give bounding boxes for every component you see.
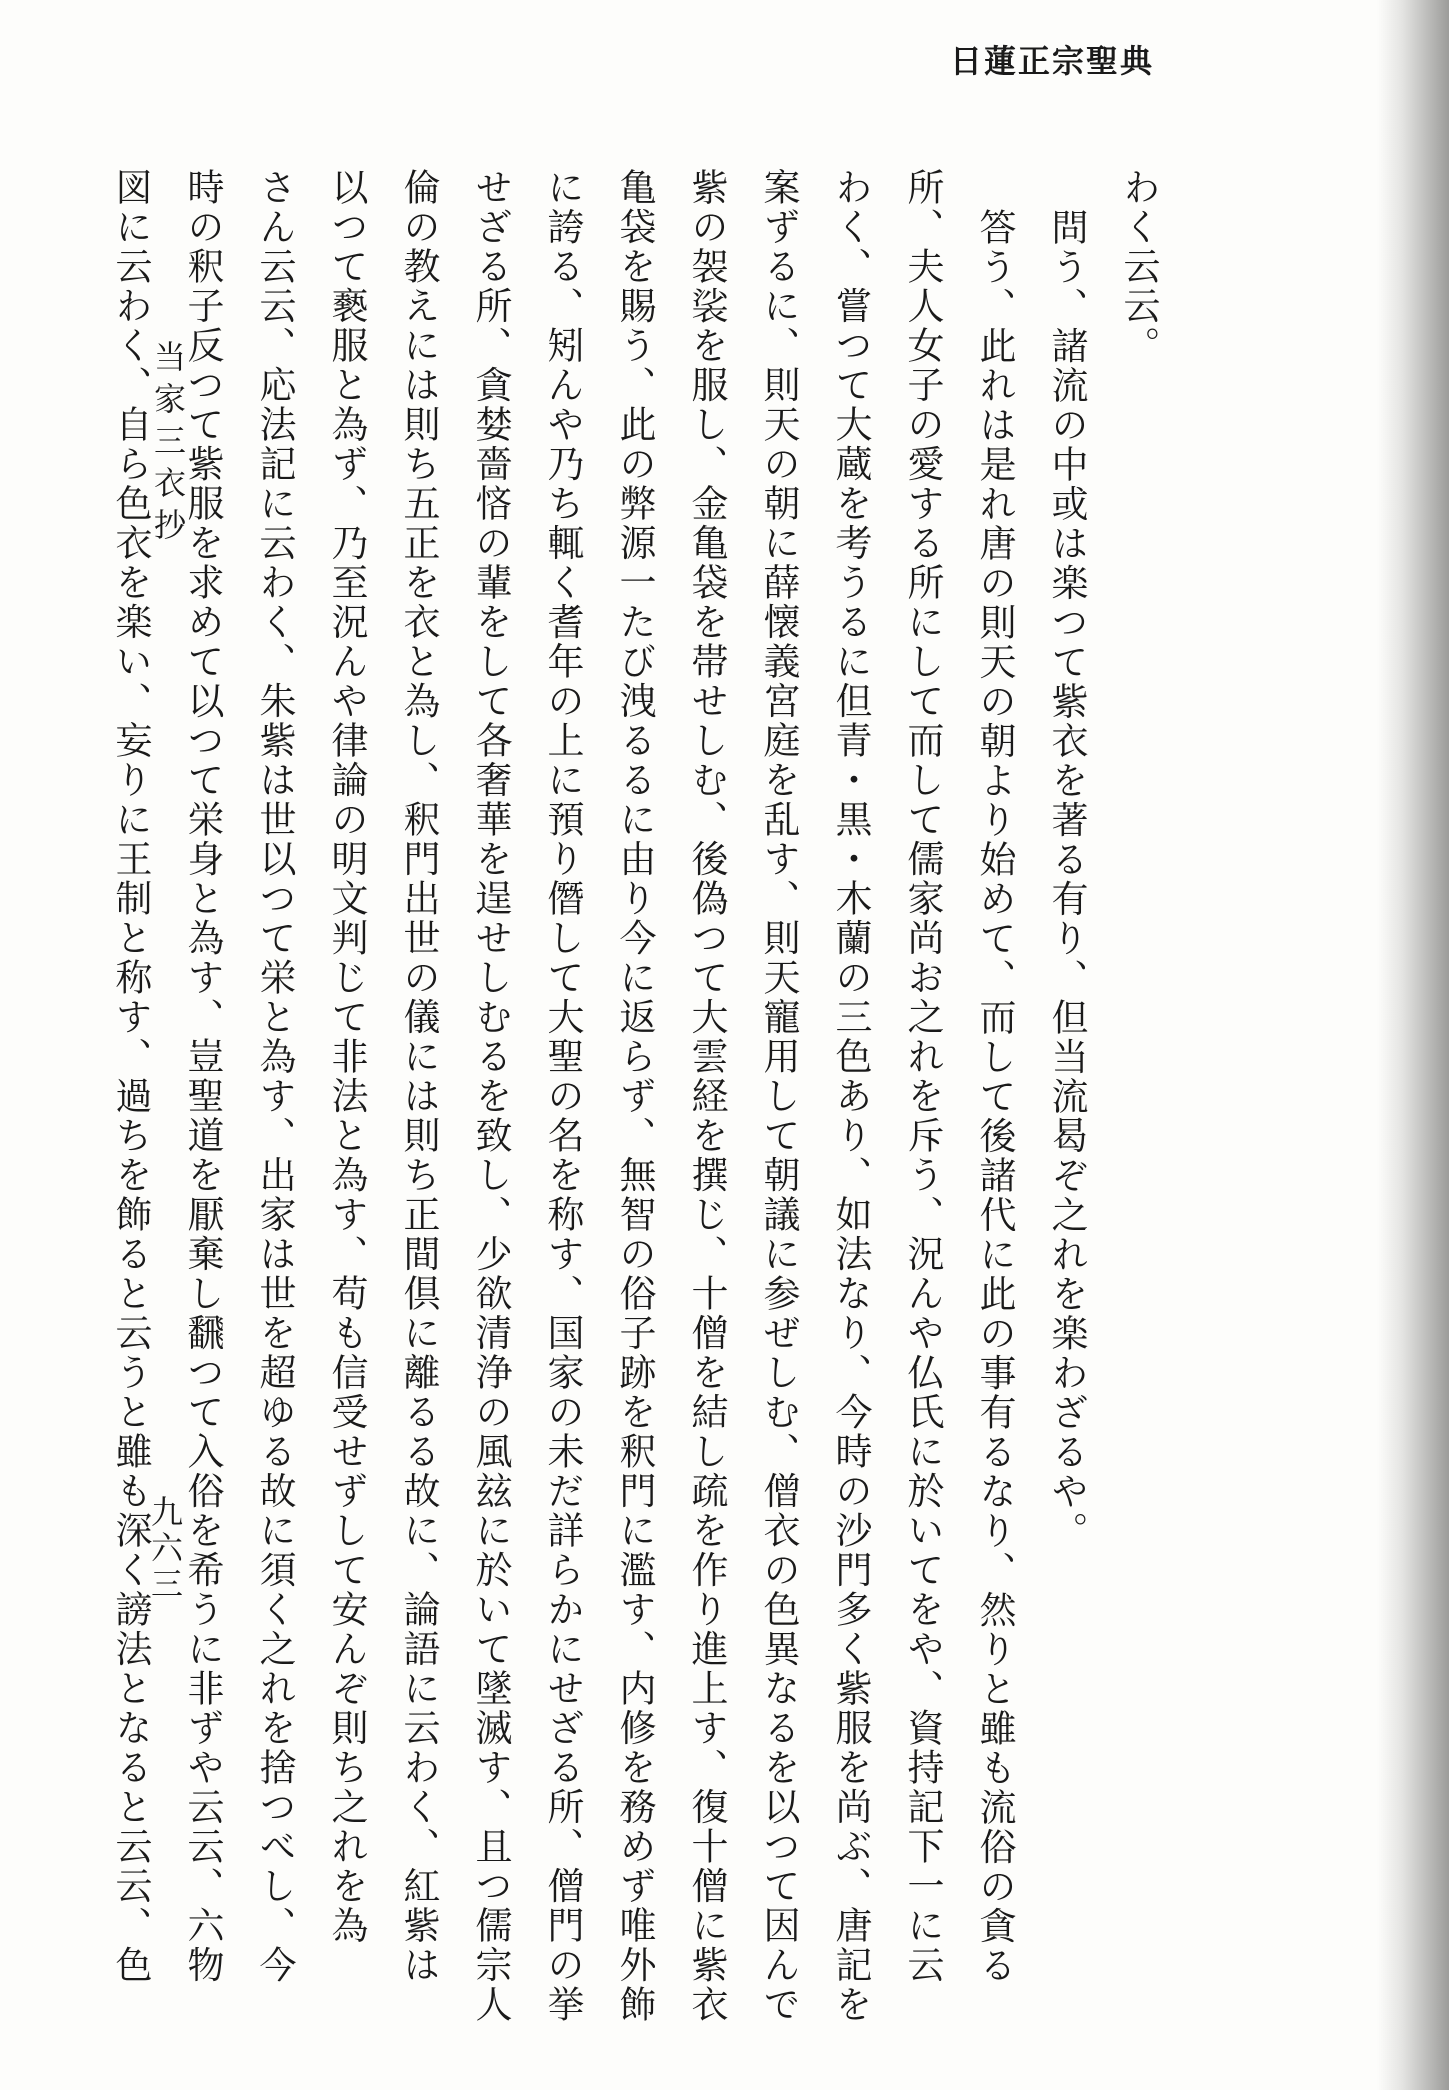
text-column-6: 案ずるに、則天の朝に薛懐義宮庭を乱す、則天寵用して朝議に参ぜしむ、僧衣の色異なるを以つて因んで bbox=[757, 168, 800, 2025]
text-column-14: 時の釈子反つて紫服を求めて以つて栄身と為す、豈聖道を厭棄し飜つて入俗を希うに非ずや云云、六物 bbox=[181, 168, 224, 1985]
text-column-9: に誇る、矧んや乃ち輒く耆年の上に預り僭して大聖の名を称す、国家の未だ詳らかにせざる所、僧門の挙 bbox=[541, 168, 584, 2025]
text-column-4: 所、夫人女子の愛する所にして而して儒家尚お之れを斥う、況んや仏氏に於いてをや、資持記下一に云 bbox=[901, 168, 944, 1985]
binding-gutter-shadow bbox=[1377, 0, 1449, 2090]
text-column-10: せざる所、貪婪嗇悋の輩をして各奢華を逞せしむるを致し、少欲清浄の風玆に於いて墜滅す、且つ儒宗人 bbox=[469, 168, 512, 2025]
text-column-7: 紫の袈裟を服し、金亀袋を帯せしむ、後偽つて大雲経を撰じ、十僧を結し疏を作り進上す、復十僧に紫衣 bbox=[685, 168, 728, 2025]
text-column-2: 問う、諸流の中或は楽つて紫衣を著る有り、但当流曷ぞ之れを楽わざるや。 bbox=[1045, 208, 1088, 1551]
text-column-5: わく、嘗つて大蔵を考うるに但青・黒・木蘭の三色あり、如法なり、今時の沙門多く紫服を尚ぶ、唐記を bbox=[829, 168, 872, 2025]
section-title: 当家三衣抄 bbox=[149, 340, 187, 550]
text-column-1: わく云云。 bbox=[1117, 168, 1160, 366]
text-column-13: さん云云、応法記に云わく、朱紫は世以つて栄と為す、出家は世を超ゆる故に須く之れを捨つべし、今 bbox=[253, 168, 296, 1985]
vertical-body-text bbox=[109, 168, 1174, 2025]
text-column-11: 倫の教えには則ち五正を衣と為し、釈門出世の儀には則ち正間倶に離るる故に、論語に云わく、紅紫は bbox=[397, 168, 440, 1985]
page-number: 九六三 bbox=[146, 1495, 184, 1603]
text-column-12: 以つて褻服と為ず、乃至況んや律論の明文判じて非法と為す、苟も信受せずして安んぞ則ち之れを為 bbox=[325, 168, 368, 1946]
running-title: 日蓮正宗聖典 bbox=[949, 42, 1154, 80]
text-column-3: 答う、此れは是れ唐の則天の朝より始めて、而して後諸代に此の事有るなり、然りと雖も流俗の貪る bbox=[973, 208, 1016, 1986]
text-column-15: 図に云わく、自ら色衣を楽い、妄りに王制と称す、過ちを飾ると云うと雖も深く謗法となると云云、色 bbox=[109, 168, 152, 1985]
text-column-8: 亀袋を賜う、此の弊源一たび洩るるに由り今に返らず、無智の俗子跡を釈門に濫す、内修を務めず唯外飾 bbox=[613, 168, 656, 2025]
